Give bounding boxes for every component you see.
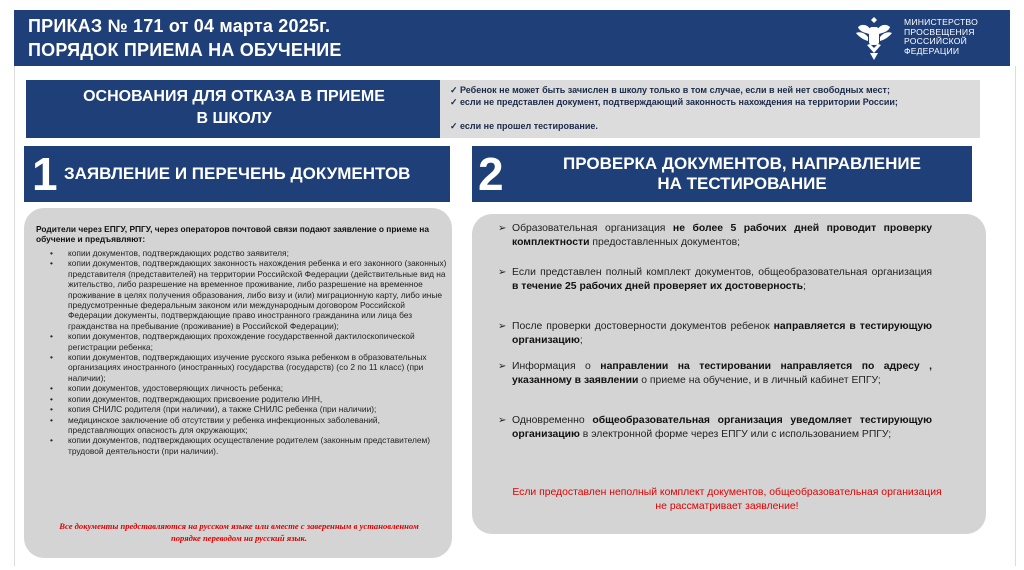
list-item: • копии документов, удостоверяющих личность ребенка;	[50, 383, 284, 394]
documents-intro: Родители через ЕПГУ, РПГУ, через операторов почтовой связи подают заявление о приеме на обучение и предъявляют:	[36, 224, 430, 245]
arrow-bullet-icon: ➢	[498, 361, 507, 372]
list-item: ➢ Если представлен полный комплект документов, общеобразовательная организация в течение 25 рабочих дней проверяет их достоверность;	[498, 267, 932, 292]
refusal-reason: ✓ если не прошел тестирование.	[450, 121, 598, 131]
arrow-bullet-icon: ➢	[498, 223, 507, 234]
list-item: ➢ Образовательная организация не более 5 рабочих дней проводит проверку комплектности предоставленных документов;	[498, 223, 932, 248]
list-item: • копии документов, подтверждающих присвоение родителю ИНН,	[50, 393, 323, 404]
incomplete-warning: Если предоставлен неполный комплект документов, общеобразовательная организация не рассматривает заявление!	[512, 487, 942, 512]
header-banner	[14, 10, 1010, 66]
documents-panel	[24, 208, 452, 558]
list-item: • копия СНИЛС родителя (при наличии), а также СНИЛС ребенка (при наличии);	[50, 404, 377, 415]
list-item: ➢ Одновременно общеобразовательная организация уведомляет тестирующую организацию в электронной форме через ЕПГУ или с использованием РПГУ;	[498, 415, 932, 440]
bullet-icon: •	[50, 383, 53, 394]
list-item: • копии документов, подтверждающих осуществление родителем (законным представителем) трудовой деятельности (при наличии).	[50, 435, 431, 456]
documents-list	[36, 248, 448, 456]
order-subtitle: ПОРЯДОК ПРИЕМА НА ОБУЧЕНИЕ	[28, 40, 342, 60]
section2-number: 2	[478, 148, 504, 200]
refusal-title: ОСНОВАНИЯ ДЛЯ ОТКАЗА В ПРИЕМЕ В ШКОЛУ	[83, 88, 385, 127]
verification-panel	[472, 214, 986, 534]
refusal-reason: ✓ если не представлен документ, подтверждающий законность нахождения на территории России;	[450, 97, 898, 107]
list-item: • копии документов, подтверждающих прохождение государственной дактилоскопической регистрации ребенка;	[50, 331, 415, 352]
list-item: • копии документов, подтверждающих изучение русского языка ребенком в образовательных организациях иностранного (иностранных) государства (государств) (со 2 по 11 класс) (при наличии);	[50, 352, 427, 383]
bullet-icon: •	[50, 404, 53, 415]
bullet-icon: •	[50, 258, 53, 269]
eagle-emblem-icon	[852, 13, 896, 63]
list-item: • копии документов, подтверждающих родство заявителя;	[50, 248, 289, 258]
refusal-reason: ✓ Ребенок не может быть зачислен в школу только в том случае, если в ней нет свободных мест;	[450, 85, 890, 95]
page-title	[28, 14, 342, 62]
bullet-icon: •	[50, 414, 53, 425]
list-item: ➢ Информация о направлении на тестировании направляется по адресу , указанному в заявлении о приеме на обучение, и в личный кабинет ЕПГУ;	[498, 361, 933, 386]
arrow-bullet-icon: ➢	[498, 267, 507, 278]
arrow-bullet-icon: ➢	[498, 415, 507, 426]
refusal-title-box	[26, 80, 442, 138]
check-icon: ✓	[450, 85, 458, 95]
bullet-icon: •	[50, 331, 53, 342]
section2-title: ПРОВЕРКА ДОКУМЕНТОВ, НАПРАВЛЕНИЕ НА ТЕСТИРОВАНИЕ	[563, 154, 921, 193]
check-icon: ✓	[450, 97, 458, 107]
list-item: ➢ После проверки достоверности документов ребенок направляется в тестирующую организацию;	[498, 321, 932, 346]
section1-header	[24, 146, 450, 202]
ministry-logo	[852, 13, 1002, 63]
refusal-reasons	[440, 80, 980, 138]
language-note: Все документы представляются на русском языке или вместе с заверенным в установленном порядке переводом на русский язык.	[59, 521, 419, 543]
order-title: ПРИКАЗ № 171 от 04 марта 2025г.	[28, 16, 331, 36]
section2-header	[472, 146, 972, 202]
ministry-name: МИНИСТЕРСТВО ПРОСВЕЩЕНИЯ РОССИЙСКОЙ ФЕДЕРАЦИИ	[904, 17, 978, 56]
bullet-icon: •	[50, 248, 53, 258]
check-icon: ✓	[450, 121, 458, 131]
bullet-icon: •	[50, 352, 53, 363]
arrow-bullet-icon: ➢	[498, 321, 507, 332]
section1-title: ЗАЯВЛЕНИЕ И ПЕРЕЧЕНЬ ДОКУМЕНТОВ	[64, 164, 411, 183]
list-item: • копии документов, подтверждающих законность нахождения ребенка и его законного (законных) представителя (представителей) на территории Российской Федерации (действительные вид на жительство, либо разрешение на временное проживание, либо разрешение на временное проживание в целях получения образования, либо визу и (или) миграционную карту, либо иные предусмотренные федеральным законом или международным договором Российской Федерации документы, подтверждающие право иностранного гражданина или лица без гражданства на пребывание (проживание) в Российской Федерации);	[50, 258, 447, 331]
list-item: • медицинское заключение об отсутствии у ребенка инфекционных заболеваний, представляющих опасность для окружающих;	[50, 414, 380, 435]
bullet-icon: •	[50, 435, 53, 446]
bullet-icon: •	[50, 393, 53, 404]
section1-number: 1	[32, 148, 58, 200]
